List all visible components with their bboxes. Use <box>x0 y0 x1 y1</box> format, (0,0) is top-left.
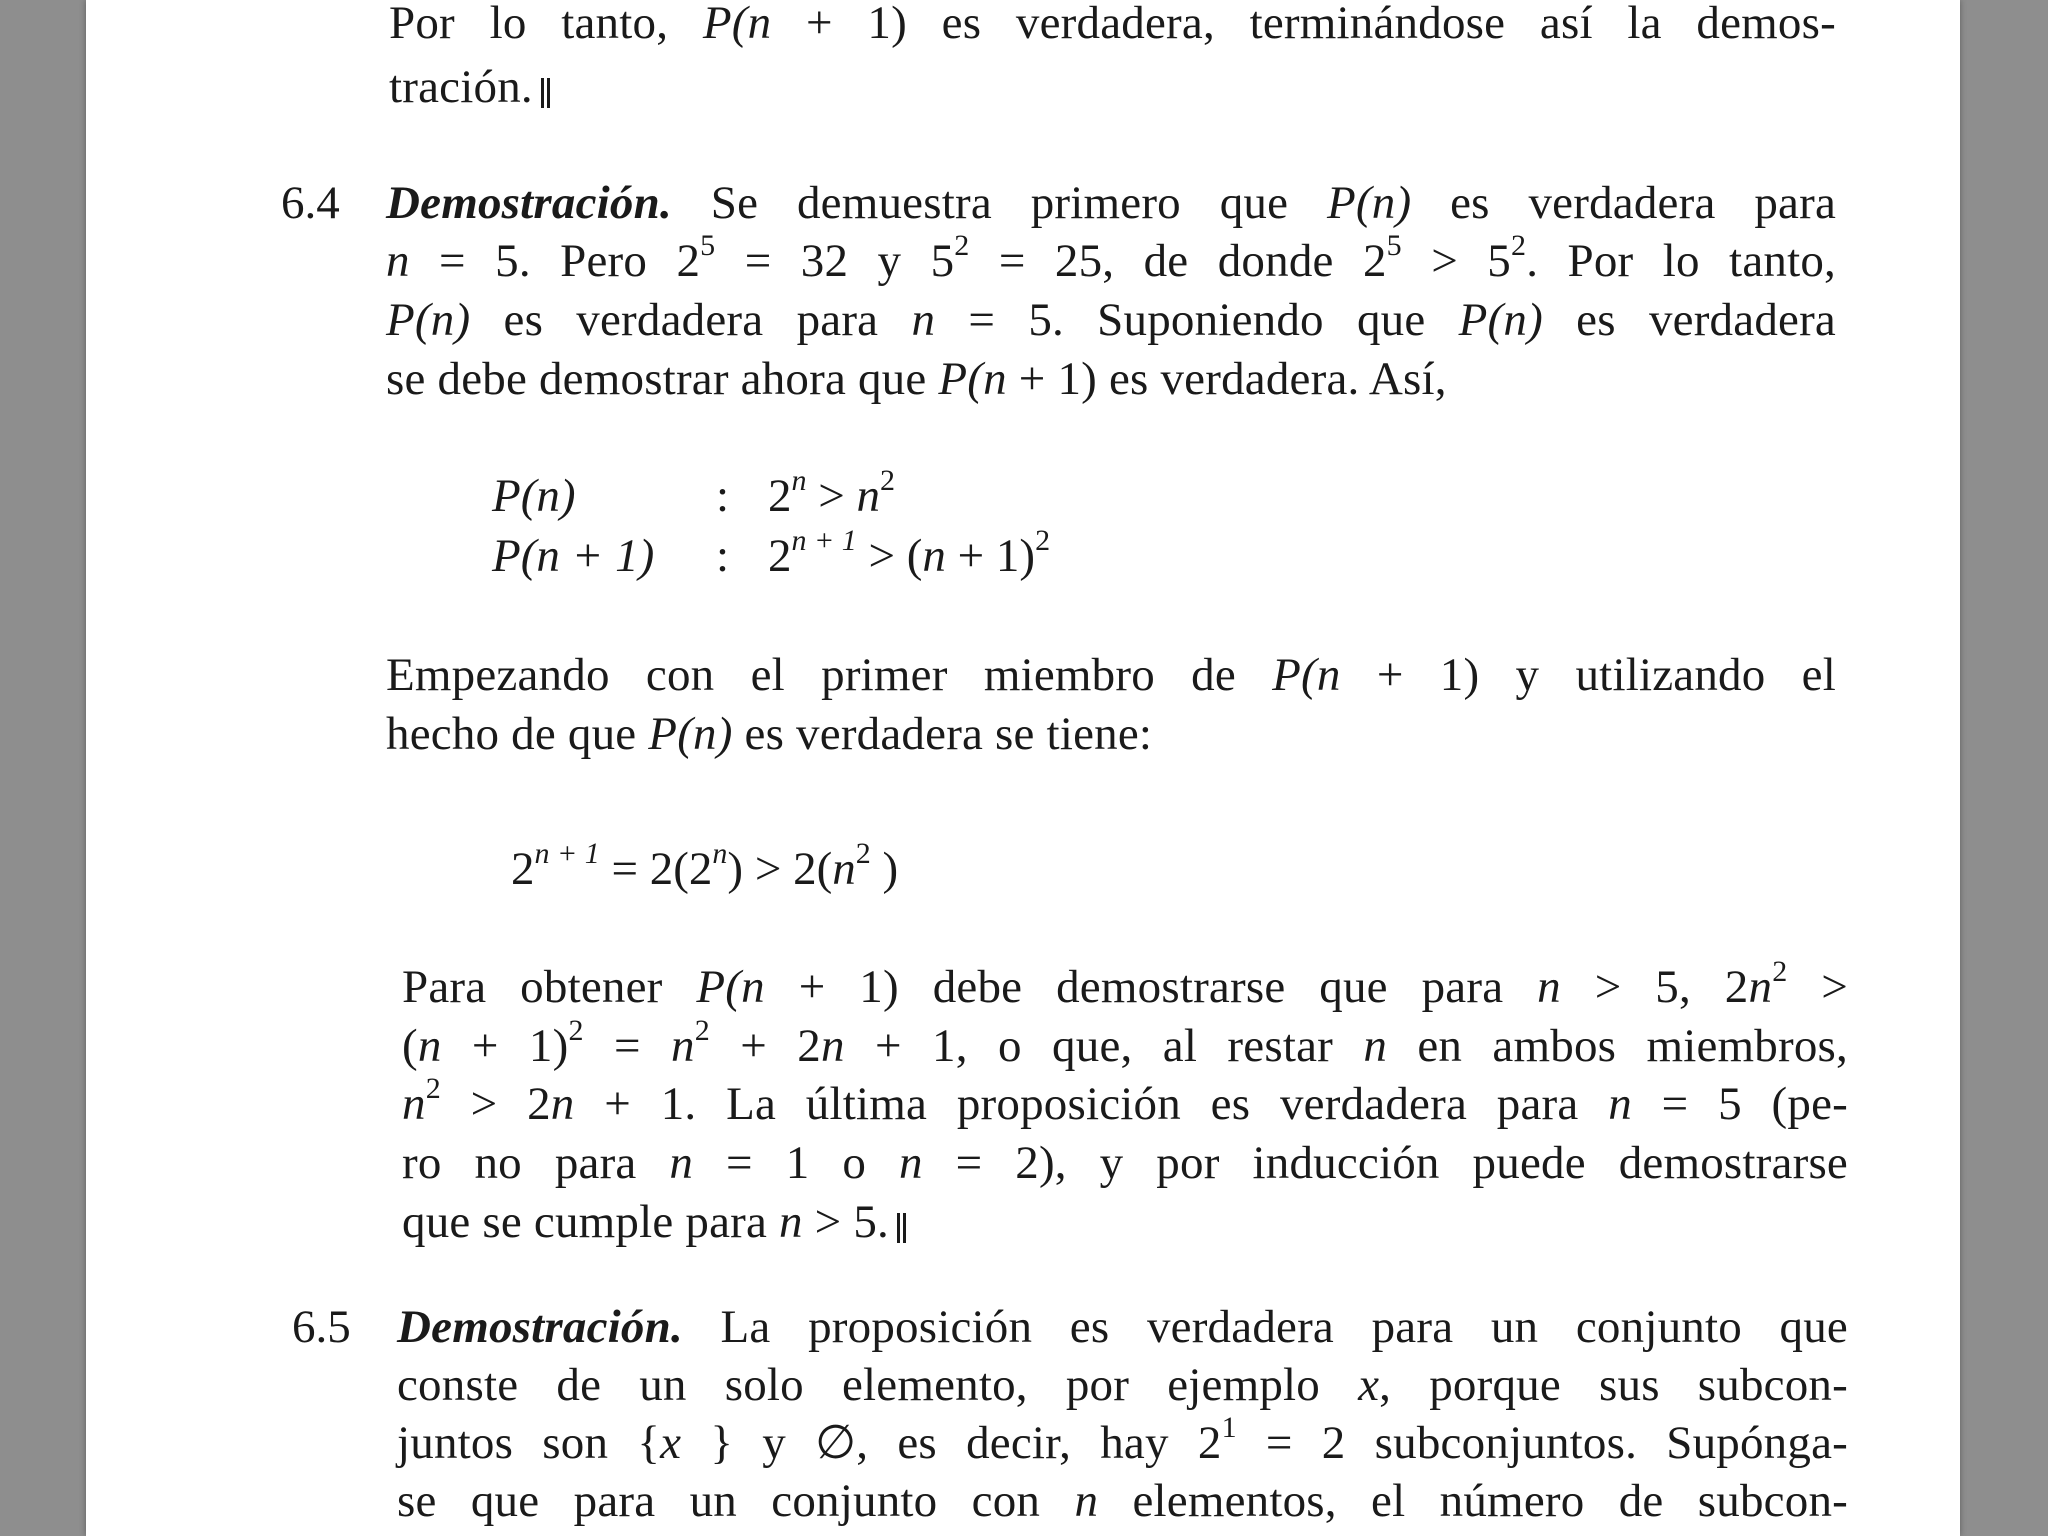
text-line: hecho de que P(n) es verdadera se tiene: <box>386 708 1153 760</box>
equation-right: $2^{n + 1} > (n + 1)^2$ <box>768 524 1051 582</box>
text-line: juntos son {x } y ∅, es decir, hay $2^1 = 2$ subconjuntos. Supónga- <box>397 1411 1848 1469</box>
section-heading: Demostración. <box>397 1301 683 1353</box>
equation-colon: : <box>716 530 730 582</box>
section-heading: Demostración. <box>386 177 672 229</box>
text-line: Demostración. Se demuestra primero que P(n) es verdadera para <box>386 177 1837 229</box>
text-line: P(n) es verdadera para n = 5. Suponiendo que P(n) es verdadera <box>386 294 1836 346</box>
text-line: Para obtener P(n + 1) debe demostrarse que para n > 5, $2n^2$ > <box>402 955 1848 1013</box>
text-line: conste de un solo elemento, por ejemplo x, porque sus subcon- <box>397 1359 1848 1411</box>
equation-left: P(n + 1) <box>492 530 655 582</box>
text-line: se debe demostrar ahora que P(n + 1) es verdadera. Así, <box>386 353 1447 405</box>
text-line: Por lo tanto, P(n + 1) es verdadera, terminándose así la demos- <box>389 0 1836 49</box>
end-of-proof-mark <box>897 1213 906 1243</box>
end-of-proof-mark <box>541 78 550 108</box>
text-line: se que para un conjunto con n elementos, el número de subcon- <box>397 1475 1848 1527</box>
text-line: ro no para n = 1 o n = 2), y por inducción puede demostrarse <box>402 1137 1848 1189</box>
equation-left: P(n) <box>492 470 576 522</box>
equation-right: $2^n > n^2$ <box>768 464 896 522</box>
equation-colon: : <box>716 470 730 522</box>
problem-number: 6.5 <box>292 1301 351 1353</box>
text-line: que se cumple para n > 5. <box>402 1193 1848 1251</box>
problem-number: 6.4 <box>281 177 340 229</box>
text-line: $(n + 1)^2 = n^2 + 2n + 1$, o que, al restar n en ambos miembros, <box>402 1014 1848 1072</box>
text-line: n = 5. Pero $2^5 = 32$ y $5^2 = 25$, de donde $2^5 > 5^2$. Por lo tanto, <box>386 229 1836 287</box>
document-page <box>86 0 1960 1536</box>
display-equation: $2^{n + 1} = 2(2^n) > 2(n^2$ ) <box>511 837 899 895</box>
text-line: $n^2 > 2n + 1$. La última proposición es verdadera para n = 5 (pe- <box>402 1072 1848 1130</box>
text-line: Empezando con el primer miembro de P(n + 1) y utilizando el <box>386 649 1836 701</box>
text-line: tración. <box>389 58 1836 116</box>
text-line: Demostración. La proposición es verdadera para un conjunto que <box>397 1301 1848 1353</box>
